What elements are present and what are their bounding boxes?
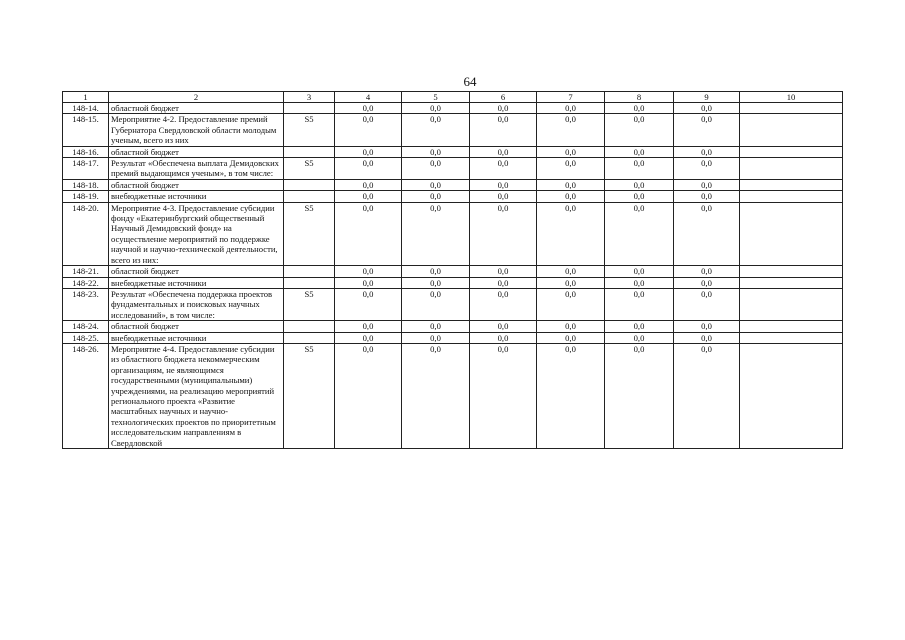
- header-cell: 2: [109, 92, 284, 103]
- value-cell: 0,0: [674, 343, 740, 448]
- row-code-cell: [284, 277, 335, 288]
- table-row: [63, 266, 843, 277]
- table-body: [63, 103, 843, 449]
- row-code-cell: S5: [284, 158, 335, 180]
- value-cell: 0,0: [335, 343, 402, 448]
- value-cell: 0,0: [605, 191, 674, 202]
- value-cell: 0,0: [335, 191, 402, 202]
- value-cell: 0,0: [402, 343, 470, 448]
- value-cell: 0,0: [470, 191, 537, 202]
- value-cell: 0,0: [335, 202, 402, 265]
- note-cell: [740, 191, 843, 202]
- row-description-cell: внебюджетные источники: [109, 191, 284, 202]
- page-number: 64: [463, 74, 477, 89]
- value-cell: 0,0: [470, 332, 537, 343]
- row-code-cell: [284, 191, 335, 202]
- value-cell: 0,0: [470, 158, 537, 180]
- row-description-cell: внебюджетные источники: [109, 277, 284, 288]
- value-cell: 0,0: [605, 266, 674, 277]
- value-cell: 0,0: [537, 191, 605, 202]
- note-cell: [740, 266, 843, 277]
- row-number-cell: 148-14.: [63, 103, 109, 114]
- row-code-cell: [284, 146, 335, 157]
- note-cell: [740, 179, 843, 190]
- header-cell: 6: [470, 92, 537, 103]
- value-cell: 0,0: [674, 277, 740, 288]
- row-code-cell: [284, 266, 335, 277]
- value-cell: 0,0: [537, 332, 605, 343]
- value-cell: 0,0: [605, 179, 674, 190]
- value-cell: 0,0: [402, 202, 470, 265]
- header-cell: 3: [284, 92, 335, 103]
- value-cell: 0,0: [470, 288, 537, 320]
- value-cell: 0,0: [470, 103, 537, 114]
- value-cell: 0,0: [537, 277, 605, 288]
- note-cell: [740, 288, 843, 320]
- value-cell: 0,0: [335, 114, 402, 146]
- value-cell: 0,0: [402, 266, 470, 277]
- table-row: [63, 321, 843, 332]
- value-cell: 0,0: [605, 146, 674, 157]
- row-description-cell: областной бюджет: [109, 103, 284, 114]
- row-description-cell: областной бюджет: [109, 179, 284, 190]
- row-number-cell: 148-18.: [63, 179, 109, 190]
- note-cell: [740, 114, 843, 146]
- table-row: [63, 179, 843, 190]
- row-number-cell: 148-26.: [63, 343, 109, 448]
- value-cell: 0,0: [674, 114, 740, 146]
- value-cell: 0,0: [402, 321, 470, 332]
- value-cell: 0,0: [537, 158, 605, 180]
- value-cell: 0,0: [605, 288, 674, 320]
- value-cell: 0,0: [470, 146, 537, 157]
- value-cell: 0,0: [402, 288, 470, 320]
- row-number-cell: 148-15.: [63, 114, 109, 146]
- value-cell: 0,0: [605, 202, 674, 265]
- value-cell: 0,0: [605, 321, 674, 332]
- value-cell: 0,0: [335, 332, 402, 343]
- row-code-cell: S5: [284, 343, 335, 448]
- row-code-cell: [284, 179, 335, 190]
- header-cell: 4: [335, 92, 402, 103]
- header-cell: 9: [674, 92, 740, 103]
- row-description-cell: областной бюджет: [109, 146, 284, 157]
- value-cell: 0,0: [470, 343, 537, 448]
- value-cell: 0,0: [470, 114, 537, 146]
- row-description-cell: Мероприятие 4-3. Предоставление субсидии фонду «Екатеринбургский общественный Научный Демидовский фонд» на осуществление мероприятий по поддержке научной и научно-технической деятельности, всего из них:: [109, 202, 284, 265]
- value-cell: 0,0: [335, 266, 402, 277]
- value-cell: 0,0: [674, 103, 740, 114]
- value-cell: 0,0: [335, 321, 402, 332]
- table-row: [63, 146, 843, 157]
- row-number-cell: 148-19.: [63, 191, 109, 202]
- value-cell: 0,0: [402, 277, 470, 288]
- value-cell: 0,0: [605, 343, 674, 448]
- value-cell: 0,0: [605, 277, 674, 288]
- value-cell: 0,0: [537, 321, 605, 332]
- row-code-cell: [284, 103, 335, 114]
- value-cell: 0,0: [674, 288, 740, 320]
- value-cell: 0,0: [402, 332, 470, 343]
- note-cell: [740, 321, 843, 332]
- note-cell: [740, 103, 843, 114]
- table-row: [63, 332, 843, 343]
- table-row: [63, 158, 843, 180]
- value-cell: 0,0: [470, 202, 537, 265]
- table-row: [63, 103, 843, 114]
- value-cell: 0,0: [402, 191, 470, 202]
- value-cell: 0,0: [674, 266, 740, 277]
- row-code-cell: S5: [284, 114, 335, 146]
- value-cell: 0,0: [402, 179, 470, 190]
- value-cell: 0,0: [605, 158, 674, 180]
- budget-table: [62, 91, 843, 449]
- row-description-cell: Мероприятие 4-2. Предоставление премий Губернатора Свердловской области молодым ученым, всего из них: [109, 114, 284, 146]
- row-number-cell: 148-24.: [63, 321, 109, 332]
- header-cell: 8: [605, 92, 674, 103]
- table-row: [63, 114, 843, 146]
- row-code-cell: [284, 321, 335, 332]
- value-cell: 0,0: [674, 158, 740, 180]
- row-description-cell: областной бюджет: [109, 266, 284, 277]
- value-cell: 0,0: [402, 103, 470, 114]
- header-cell: 5: [402, 92, 470, 103]
- value-cell: 0,0: [537, 103, 605, 114]
- value-cell: 0,0: [537, 343, 605, 448]
- value-cell: 0,0: [470, 266, 537, 277]
- value-cell: 0,0: [605, 332, 674, 343]
- value-cell: 0,0: [335, 103, 402, 114]
- row-number-cell: 148-25.: [63, 332, 109, 343]
- value-cell: 0,0: [674, 146, 740, 157]
- value-cell: 0,0: [674, 321, 740, 332]
- row-description-cell: Мероприятие 4-4. Предоставление субсидии из областного бюджета некоммерческим организациям, не являющимся государственными (муниципальными) учреждениями, на реализацию мероприятий регионального проекта «Развитие масштабных научных и научно-технологических проектов по приоритетным исследовательским направлениям в Свердловской: [109, 343, 284, 448]
- row-description-cell: Результат «Обеспечена выплата Демидовских премий выдающимся ученым», в том числе:: [109, 158, 284, 180]
- note-cell: [740, 343, 843, 448]
- value-cell: 0,0: [402, 114, 470, 146]
- row-description-cell: областной бюджет: [109, 321, 284, 332]
- row-description-cell: внебюджетные источники: [109, 332, 284, 343]
- value-cell: 0,0: [335, 146, 402, 157]
- value-cell: 0,0: [674, 191, 740, 202]
- row-number-cell: 148-20.: [63, 202, 109, 265]
- note-cell: [740, 202, 843, 265]
- value-cell: 0,0: [537, 146, 605, 157]
- value-cell: 0,0: [335, 158, 402, 180]
- row-number-cell: 148-16.: [63, 146, 109, 157]
- value-cell: 0,0: [674, 332, 740, 343]
- row-number-cell: 148-23.: [63, 288, 109, 320]
- row-code-cell: [284, 332, 335, 343]
- row-number-cell: 148-22.: [63, 277, 109, 288]
- value-cell: 0,0: [605, 114, 674, 146]
- value-cell: 0,0: [674, 202, 740, 265]
- header-cell: 7: [537, 92, 605, 103]
- value-cell: 0,0: [470, 277, 537, 288]
- value-cell: 0,0: [335, 179, 402, 190]
- value-cell: 0,0: [537, 179, 605, 190]
- table-row: [63, 277, 843, 288]
- value-cell: 0,0: [537, 266, 605, 277]
- table-row: [63, 288, 843, 320]
- note-cell: [740, 332, 843, 343]
- table-row: [63, 343, 843, 448]
- header-cell: 10: [740, 92, 843, 103]
- header-cell: 1: [63, 92, 109, 103]
- row-number-cell: 148-17.: [63, 158, 109, 180]
- row-code-cell: S5: [284, 202, 335, 265]
- value-cell: 0,0: [335, 277, 402, 288]
- value-cell: 0,0: [674, 179, 740, 190]
- note-cell: [740, 277, 843, 288]
- value-cell: 0,0: [335, 288, 402, 320]
- value-cell: 0,0: [470, 179, 537, 190]
- note-cell: [740, 158, 843, 180]
- note-cell: [740, 146, 843, 157]
- value-cell: 0,0: [470, 321, 537, 332]
- value-cell: 0,0: [537, 288, 605, 320]
- row-number-cell: 148-21.: [63, 266, 109, 277]
- value-cell: 0,0: [537, 114, 605, 146]
- value-cell: 0,0: [605, 103, 674, 114]
- value-cell: 0,0: [537, 202, 605, 265]
- table-row: [63, 191, 843, 202]
- row-code-cell: S5: [284, 288, 335, 320]
- row-description-cell: Результат «Обеспечена поддержка проектов фундаментальных и поисковых научных исследований», в том числе:: [109, 288, 284, 320]
- table-header-row: [63, 92, 843, 103]
- table-row: [63, 202, 843, 265]
- value-cell: 0,0: [402, 146, 470, 157]
- value-cell: 0,0: [402, 158, 470, 180]
